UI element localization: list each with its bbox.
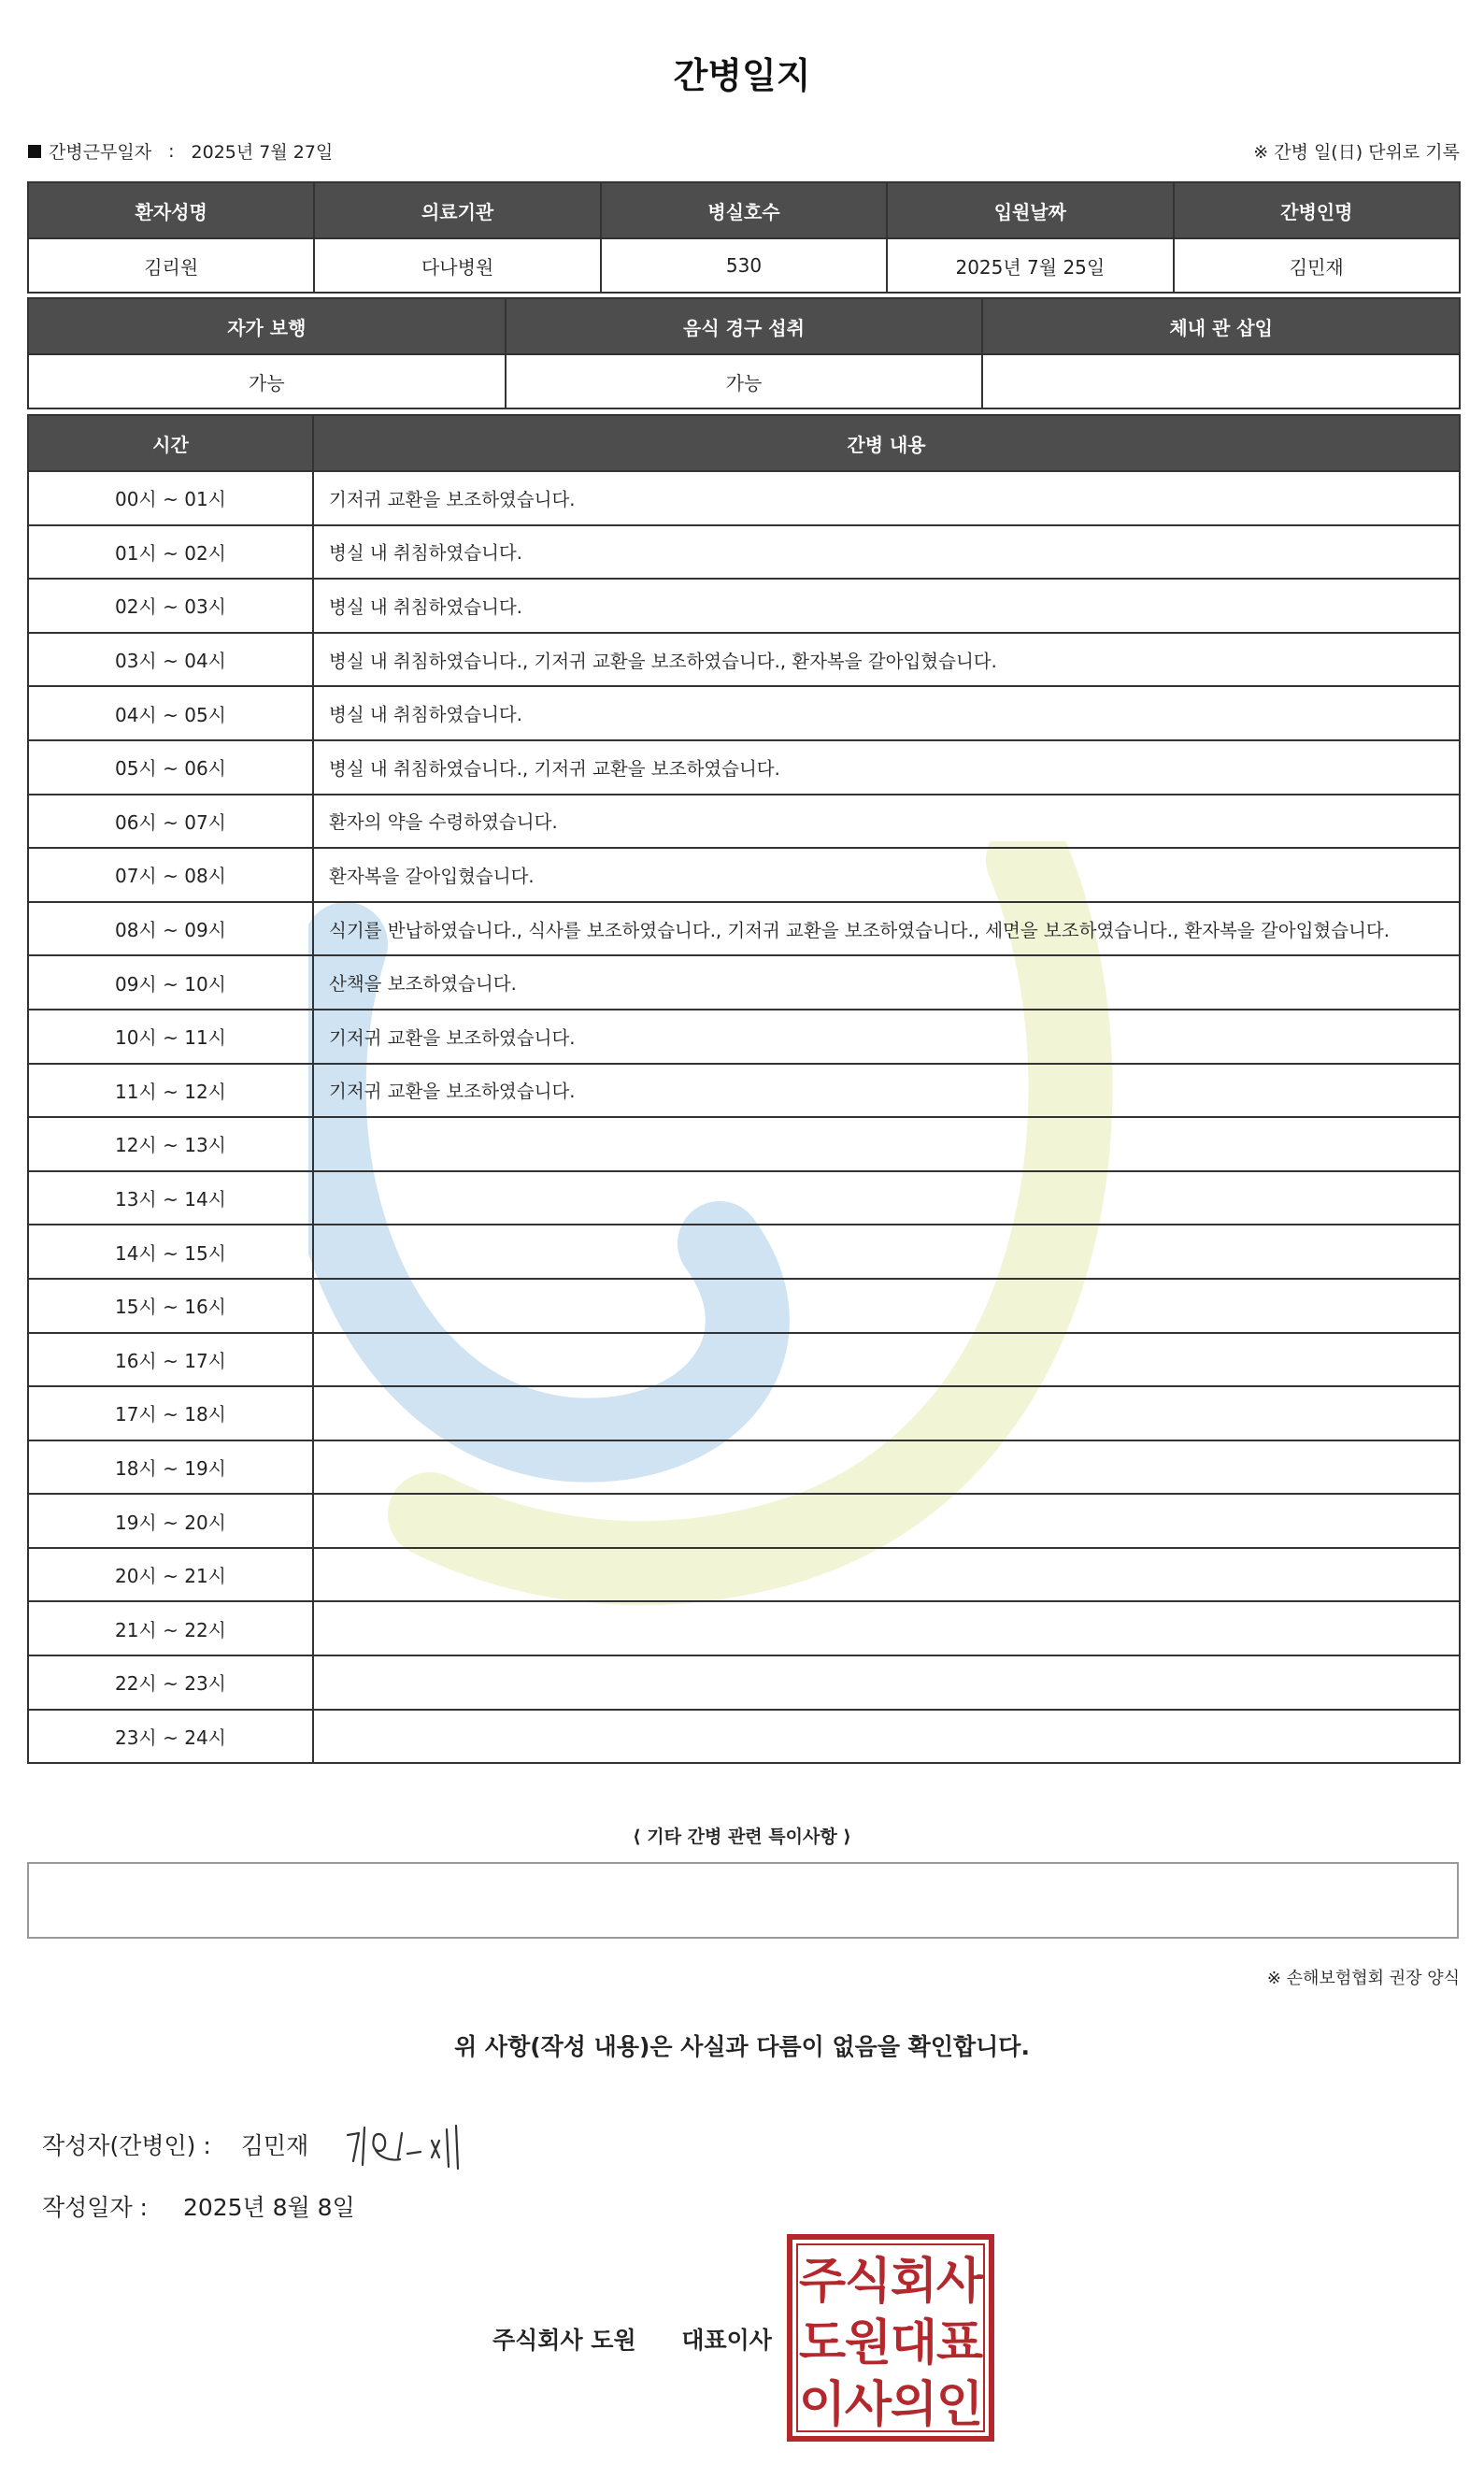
care-log-time: 12시 ~ 13시 — [28, 1117, 313, 1171]
written-date-label: 작성일자 : — [42, 2194, 148, 2221]
seal-character: 식 — [844, 2254, 892, 2310]
care-log-content: 병실 내 취침하였습니다., 기저귀 교환을 보조하였습니다., 환자복을 갈아입혔습니다. — [313, 633, 1460, 687]
care-log-time: 22시 ~ 23시 — [28, 1655, 313, 1710]
patient-info-table — [27, 181, 1461, 294]
bullet-square-icon — [28, 145, 41, 158]
care-log-time: 17시 ~ 18시 — [28, 1386, 313, 1440]
care-log-time: 19시 ~ 20시 — [28, 1494, 313, 1548]
care-log-row — [28, 795, 1460, 849]
care-log-row — [28, 1548, 1460, 1602]
care-log-time: 05시 ~ 06시 — [28, 740, 313, 795]
care-log-row — [28, 471, 1460, 525]
seal-character: 의 — [890, 2377, 938, 2433]
header-admission-date: 입원날짜 — [887, 182, 1173, 238]
seal-character: 대 — [890, 2315, 938, 2372]
care-log-content — [313, 1225, 1460, 1279]
tube-insertion-value — [982, 354, 1460, 408]
care-log-content: 식기를 반납하였습니다., 식사를 보조하였습니다., 기저귀 교환을 보조하였습니다., 세면을 보조하였습니다., 환자복을 갈아입혔습니다. — [313, 902, 1460, 956]
patient-status-header-row — [28, 298, 1460, 354]
seal-character: 표 — [935, 2315, 984, 2372]
ceo-title: 대표이사 — [681, 2327, 772, 2354]
care-date-colon: : — [168, 140, 175, 162]
care-log-time: 00시 ~ 01시 — [28, 471, 313, 525]
care-log-content — [313, 1117, 1460, 1171]
recommended-form-note: ※ 손해보험협회 권장 양식 — [1266, 1969, 1460, 1988]
care-log-content — [313, 1386, 1460, 1440]
header-self-walking: 자가 보행 — [28, 298, 506, 354]
care-log-content — [313, 1440, 1460, 1495]
care-log-time: 02시 ~ 03시 — [28, 579, 313, 633]
care-log-time: 03시 ~ 04시 — [28, 633, 313, 687]
company-signature-line — [492, 2322, 772, 2356]
care-log-row — [28, 955, 1460, 1010]
care-log-time: 21시 ~ 22시 — [28, 1601, 313, 1655]
care-log-content: 병실 내 취침하였습니다. — [313, 525, 1460, 580]
patient-info-value-row — [28, 238, 1460, 293]
care-log-row — [28, 1117, 1460, 1171]
care-log-time: 08시 ~ 09시 — [28, 902, 313, 956]
care-log-row — [28, 848, 1460, 902]
patient-name: 김리원 — [28, 238, 314, 293]
care-log-row — [28, 740, 1460, 795]
writer-label: 작성자(간병인) : — [42, 2132, 211, 2159]
care-log-content: 환자의 약을 수령하였습니다. — [313, 795, 1460, 849]
care-log-row — [28, 1386, 1460, 1440]
seal-character: 원 — [844, 2315, 892, 2372]
care-log-header-row — [28, 415, 1460, 471]
care-log-content — [313, 1655, 1460, 1710]
care-log-time: 04시 ~ 05시 — [28, 686, 313, 740]
writer-row — [42, 2116, 482, 2172]
document-title: 간병일지 — [673, 55, 811, 96]
care-log-row — [28, 1655, 1460, 1710]
seal-character: 인 — [935, 2377, 984, 2433]
care-log-content: 병실 내 취침하였습니다., 기저귀 교환을 보조하였습니다. — [313, 740, 1460, 795]
notes-label: ⟨ 기타 간병 관련 특이사항 ⟩ — [633, 1827, 851, 1847]
header-caregiver-name: 간병인명 — [1174, 182, 1460, 238]
seal-character: 사 — [844, 2377, 892, 2433]
care-log-time: 16시 ~ 17시 — [28, 1333, 313, 1387]
care-log-time: 07시 ~ 08시 — [28, 848, 313, 902]
care-log-content — [313, 1548, 1460, 1602]
written-date-value: 2025년 8월 8일 — [182, 2194, 355, 2221]
seal-character: 회 — [890, 2254, 938, 2310]
oral-intake-value: 가능 — [506, 354, 983, 408]
care-log-row — [28, 1064, 1460, 1118]
header-oral-intake: 음식 경구 섭취 — [506, 298, 983, 354]
patient-status-table — [27, 297, 1461, 409]
handwritten-signature — [342, 2116, 482, 2172]
seal-character: 이 — [798, 2377, 847, 2433]
care-log-content — [313, 1601, 1460, 1655]
care-log-table — [27, 414, 1461, 1764]
care-log-time: 01시 ~ 02시 — [28, 525, 313, 580]
meta-row — [28, 138, 1460, 166]
care-log-row — [28, 1225, 1460, 1279]
admission-date: 2025년 7월 25일 — [887, 238, 1173, 293]
seal-character: 주 — [798, 2254, 847, 2310]
care-log-row — [28, 1279, 1460, 1333]
care-log-time: 09시 ~ 10시 — [28, 955, 313, 1010]
writer-name: 김민재 — [240, 2132, 309, 2159]
care-log-content: 병실 내 취침하였습니다. — [313, 686, 1460, 740]
care-date-value: 2025년 7월 27일 — [191, 142, 334, 163]
care-log-content: 환자복을 갈아입혔습니다. — [313, 848, 1460, 902]
care-log-content — [313, 1279, 1460, 1333]
care-log-time: 10시 ~ 11시 — [28, 1010, 313, 1064]
care-log-row — [28, 1171, 1460, 1225]
header-hospital: 의료기관 — [314, 182, 600, 238]
care-log-row — [28, 686, 1460, 740]
care-log-content: 산책을 보조하였습니다. — [313, 955, 1460, 1010]
care-date-label: 간병근무일자 — [49, 142, 152, 163]
header-room-number: 병실호수 — [601, 182, 887, 238]
care-log-content: 병실 내 취침하였습니다. — [313, 579, 1460, 633]
care-log-row — [28, 633, 1460, 687]
written-date-row — [42, 2189, 355, 2223]
care-log-time: 15시 ~ 16시 — [28, 1279, 313, 1333]
care-date — [28, 138, 333, 164]
care-log-content: 기저귀 교환을 보조하였습니다. — [313, 1010, 1460, 1064]
care-log-time: 18시 ~ 19시 — [28, 1440, 313, 1495]
care-log-row — [28, 579, 1460, 633]
care-log-content — [313, 1494, 1460, 1548]
care-log-content: 기저귀 교환을 보조하였습니다. — [313, 1064, 1460, 1118]
care-log-row — [28, 1333, 1460, 1387]
care-log-content — [313, 1710, 1460, 1764]
patient-info-header-row — [28, 182, 1460, 238]
care-log-row — [28, 1440, 1460, 1495]
company-name: 주식회사 도원 — [492, 2327, 636, 2354]
care-log-body — [28, 471, 1460, 1763]
care-log-time: 11시 ~ 12시 — [28, 1064, 313, 1118]
care-log-time: 13시 ~ 14시 — [28, 1171, 313, 1225]
room-number: 530 — [601, 238, 887, 293]
self-walking-value: 가능 — [28, 354, 506, 408]
care-log-time: 06시 ~ 07시 — [28, 795, 313, 849]
company-seal-stamp — [787, 2234, 994, 2442]
care-log-content — [313, 1171, 1460, 1225]
hospital-name: 다나병원 — [314, 238, 600, 293]
care-log-time: 23시 ~ 24시 — [28, 1710, 313, 1764]
care-log-row — [28, 1710, 1460, 1764]
seal-character: 사 — [935, 2254, 984, 2310]
header-patient-name: 환자성명 — [28, 182, 314, 238]
caregiver-name: 김민재 — [1174, 238, 1460, 293]
care-log-content: 기저귀 교환을 보조하였습니다. — [313, 471, 1460, 525]
header-tube-insertion: 체내 관 삽입 — [982, 298, 1460, 354]
seal-character: 도 — [798, 2315, 847, 2372]
record-unit-note: ※ 간병 일(日) 단위로 기록 — [1253, 142, 1460, 163]
care-log-row — [28, 1601, 1460, 1655]
notes-box — [27, 1862, 1459, 1939]
care-log-time: 14시 ~ 15시 — [28, 1225, 313, 1279]
header-time: 시간 — [28, 415, 313, 471]
care-log-row — [28, 1010, 1460, 1064]
header-care-content: 간병 내용 — [313, 415, 1460, 471]
patient-status-value-row — [28, 354, 1460, 408]
care-log-row — [28, 902, 1460, 956]
care-log-content — [313, 1333, 1460, 1387]
confirmation-statement: 위 사항(작성 내용)은 사실과 다름이 없음을 확인합니다. — [454, 2033, 1030, 2060]
care-log-row — [28, 1494, 1460, 1548]
care-log-row — [28, 525, 1460, 580]
care-log-time: 20시 ~ 21시 — [28, 1548, 313, 1602]
